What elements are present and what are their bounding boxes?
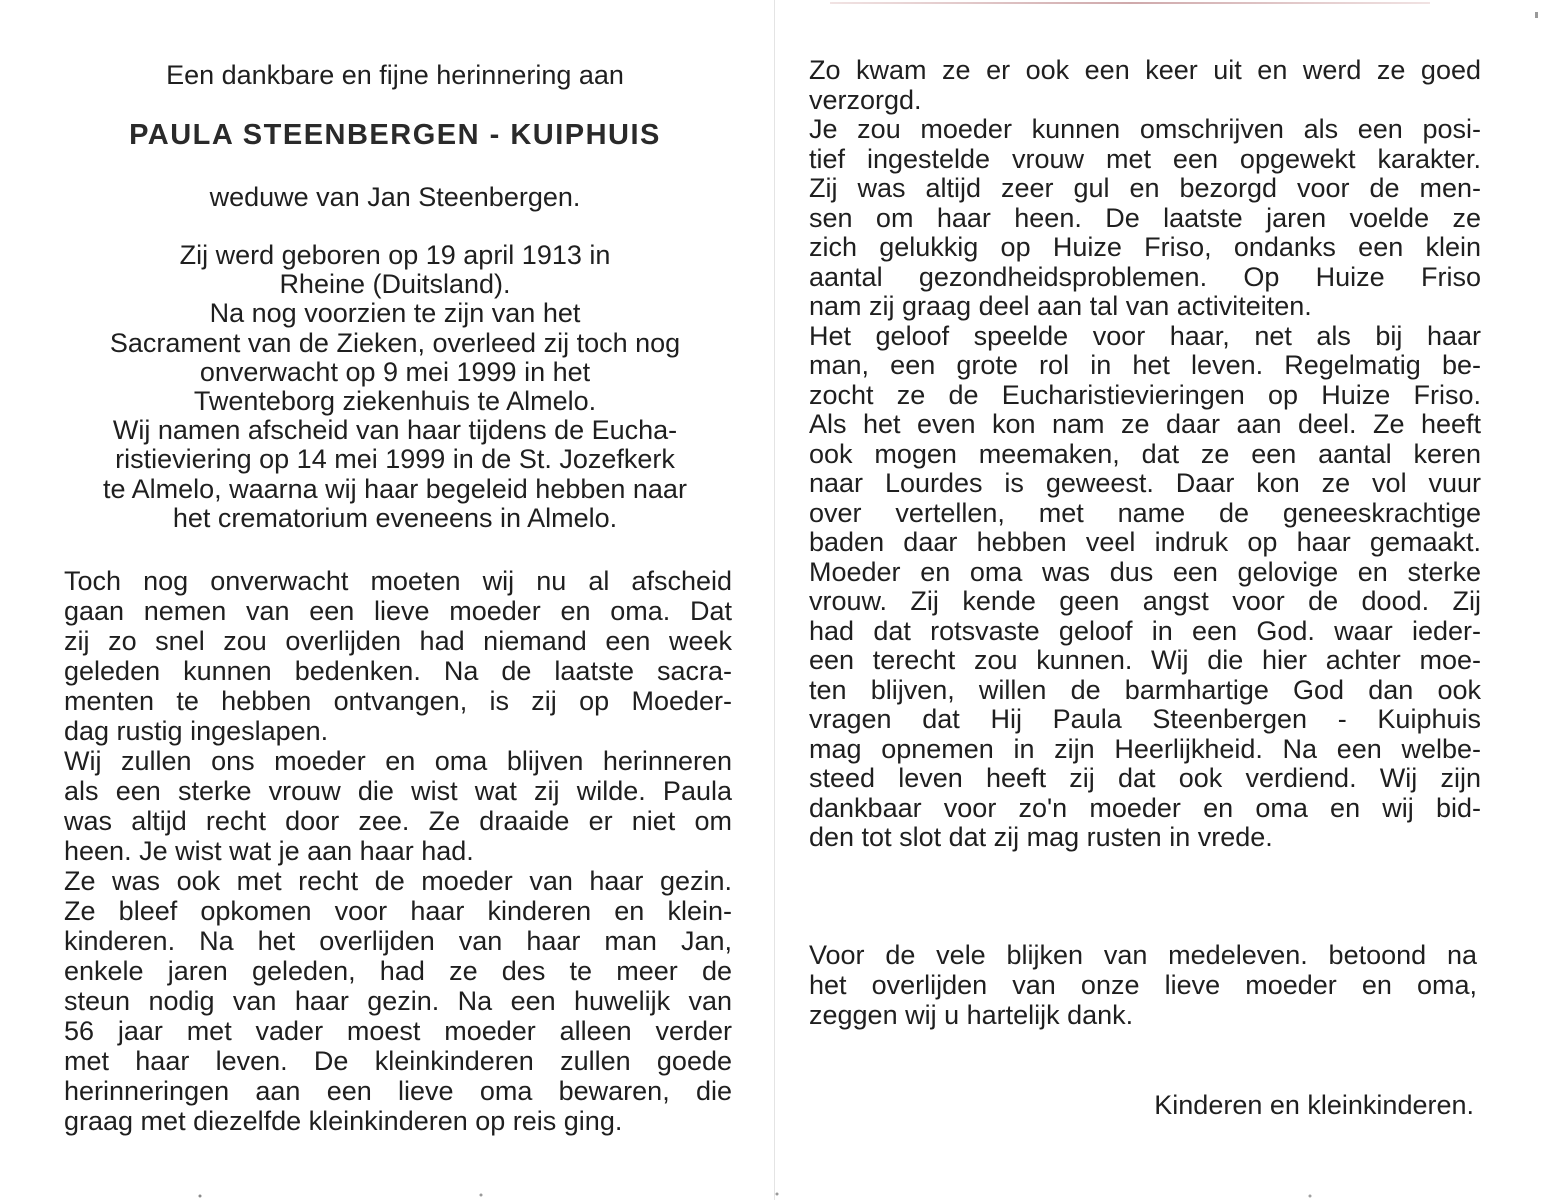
thanks-line: het overlijden van onze lieve moeder en oma, [809, 970, 1477, 1000]
body-line: mag opnemen in zijn Heerlijkheid. Na een welbe- [809, 733, 1481, 764]
body-line: dag rustig ingeslapen. [64, 716, 329, 746]
biography-line: ristieviering op 14 mei 1999 in de St. Jozefkerk [115, 444, 675, 475]
body-line: steun nodig van haar gezin. Na een huwelijk van [64, 986, 732, 1016]
body-line: naar Lourdes is geweest. Daar kon ze vol vuur [809, 468, 1481, 498]
body-line: Als het even kon nam ze daar aan deel. Ze heeft [809, 409, 1481, 439]
biography-line: Na nog voorzien te zijn van het [209, 298, 581, 329]
body-line: vrouw. Zij kende geen angst voor de dood. Zij [809, 586, 1481, 616]
body-line: Ze bleef opkomen voor haar kinderen en klein- [64, 896, 732, 926]
body-line: herinneringen aan een lieve oma bewaren, die [64, 1076, 732, 1106]
body-line: heen. Je wist wat je aan haar had. [64, 836, 474, 866]
body-line: graag met diezelfde kleinkinderen op reis ging. [64, 1106, 623, 1136]
biography-line: Twenteborg ziekenhuis te Almelo. [193, 386, 597, 416]
biography-line: Wij namen afscheid van haar tijdens de Eucha- [112, 415, 678, 446]
body-line: sen om haar heen. De laatste jaren voelde ze [809, 202, 1481, 233]
body-line: met haar leven. De kleinkinderen zullen goede [64, 1046, 732, 1076]
body-line: had dat rotsvaste geloof in een God. waar ieder- [809, 615, 1481, 646]
body-line: verzorgd. [809, 84, 922, 115]
body-line: een terecht zou kunnen. Wij die hier achter moe- [809, 645, 1481, 675]
body-line: Moeder en oma was dus een gelovige en sterke [809, 556, 1481, 587]
body-line: menten te hebben ontvangen, is zij op Moeder- [64, 686, 732, 716]
body-line: als een sterke vrouw die wist wat zij wilde. Paula [64, 776, 732, 806]
right-page [778, 0, 1541, 1200]
body-line: was altijd recht door zee. Ze draaide er niet om [64, 806, 732, 836]
body-line: 56 jaar met vader moest moeder alleen verder [64, 1016, 732, 1046]
body-line: den tot slot dat zij mag rusten in vrede. [809, 822, 1273, 852]
body-line: baden daar hebben veel indruk op haar gemaakt. [809, 527, 1481, 557]
body-line: geleden kunnen bedenken. Na de laatste sacra- [64, 656, 732, 686]
body-line: Zij was altijd zeer gul en bezorgd voor de men- [809, 173, 1481, 203]
biography-line: Rheine (Duitsland). [279, 269, 511, 300]
thanks-line: Voor de vele blijken van medeleven. betoond na [809, 940, 1477, 970]
thanks-line: zeggen wij u hartelijk dank. [809, 1000, 1134, 1030]
left-page [0, 0, 770, 1200]
body-line: man, een grote rol in het leven. Regelmatig be- [809, 350, 1481, 380]
body-line: aantal gezondheidsproblemen. Op Huize Friso [809, 261, 1481, 292]
body-line: zij zo snel zou overlijden had niemand een week [64, 626, 732, 656]
body-line: Het geloof speelde voor haar, net als bij haar [809, 320, 1481, 351]
body-line: Ze was ook met recht de moeder van haar gezin. [64, 866, 732, 896]
body-line: Wij zullen ons moeder en oma blijven herinneren [64, 746, 732, 776]
body-line: kinderen. Na het overlijden van haar man Jan, [64, 926, 732, 956]
body-line: zocht ze de Eucharistievieringen op Huize Friso. [809, 379, 1481, 410]
body-line: enkele jaren geleden, had ze des te meer de [64, 956, 732, 986]
biography-line: te Almelo, waarna wij haar begeleid hebben naar [103, 473, 687, 504]
biography-line: Zij werd geboren op 19 april 1913 in [179, 240, 611, 270]
deceased-name: PAULA STEENBERGEN - KUIPHUIS [129, 119, 661, 151]
signature: Kinderen en kleinkinderen. [1154, 1090, 1474, 1120]
biography-line: Sacrament van de Zieken, overleed zij toch nog [109, 327, 681, 358]
widow-line: weduwe van Jan Steenbergen. [209, 182, 581, 212]
body-line: zich gelukkig op Huize Friso, ondanks een klein [809, 232, 1481, 262]
body-line: Je zou moeder kunnen omschrijven als een posi- [809, 114, 1481, 144]
body-line: tief ingestelde vrouw met een opgewekt karakter. [809, 143, 1481, 174]
body-line: vragen dat Hij Paula Steenbergen - Kuiphuis [809, 704, 1481, 734]
biography-line: het crematorium eveneens in Almelo. [172, 502, 618, 533]
body-line: over vertellen, met name de geneeskrachtige [809, 497, 1481, 528]
body-line: Zo kwam ze er ook een keer uit en werd ze goed [809, 55, 1481, 85]
body-line: ook mogen meemaken, dat ze een aantal keren [809, 438, 1481, 469]
body-line: nam zij graag deel aan tal van activiteiten. [809, 291, 1312, 321]
body-line: dankbaar voor zo'n moeder en oma en wij bid- [809, 792, 1481, 823]
intro-line: Een dankbare en fijne herinnering aan [166, 60, 624, 90]
body-line: ten blijven, willen de barmhartige God dan ook [809, 674, 1481, 705]
biography-line: onverwacht op 9 mei 1999 in het [199, 356, 591, 387]
body-line: Toch nog onverwacht moeten wij nu al afscheid [64, 566, 732, 596]
body-line: steed leven heeft zij dat ook verdiend. Wij zijn [809, 763, 1481, 793]
body-line: gaan nemen van een lieve moeder en oma. Dat [64, 596, 732, 626]
